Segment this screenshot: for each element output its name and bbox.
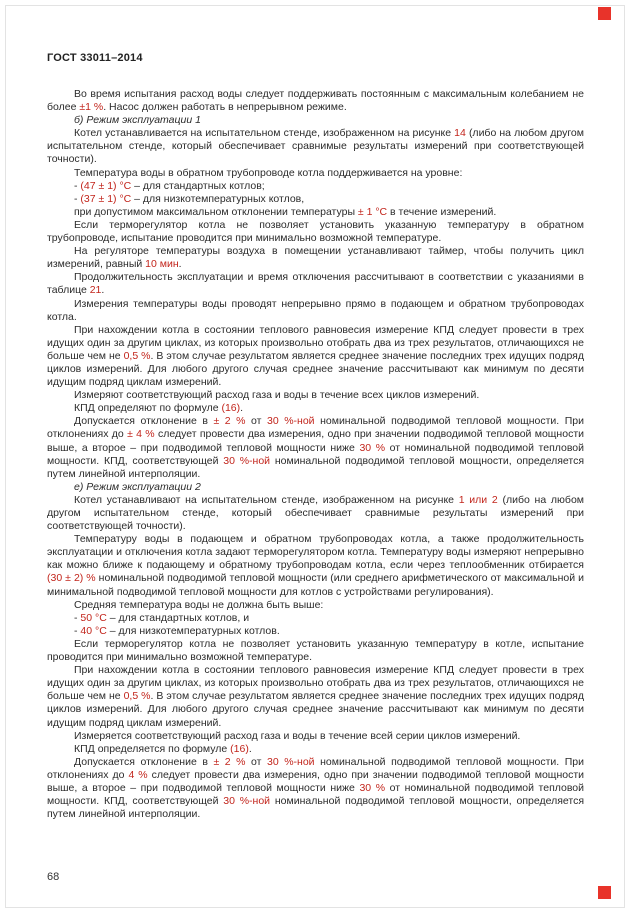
text-segment: Если терморегулятор котла не позволяет установить указанную температуру в обратном трубопроводе, испытание проводится при минимально возможной температуре. <box>47 218 584 245</box>
highlighted-text: 30 %-ной <box>223 454 271 467</box>
text-segment: – для стандартных котлов, и <box>106 611 250 624</box>
text-segment: следует провести два измерения, одно при значении подводимой тепловой мощности выше, а второе – при подводимой тепловой мощности ниже <box>47 768 584 794</box>
highlighted-text: 10 мин <box>145 258 179 271</box>
text-segment: . Насос должен работать в непрерывном режиме. <box>103 101 347 114</box>
highlighted-text: (37 ± 1) °С <box>80 192 132 205</box>
paragraph <box>47 298 584 324</box>
highlighted-text: 1 или 2 <box>458 493 498 506</box>
highlighted-text: 21 <box>89 284 102 297</box>
document-header: ГОСТ 33011–2014 <box>47 52 143 64</box>
paragraph <box>47 730 584 743</box>
text-segment: Средняя температура воды не должна быть выше: <box>74 598 324 611</box>
text-segment: Во время испытания расход воды следует поддерживать постоянным с максимальным колебанием не более <box>47 88 584 114</box>
red-marker-bottom-icon <box>598 886 611 899</box>
text-segment: - <box>74 179 81 192</box>
paragraph <box>47 625 584 638</box>
text-segment: . В этом случае результатом является среднее значение последних трех идущих подряд циклов измерений. Для любого другого случая среднее значение рассчитывают как минимум по десяти идущим подряд циклам измерений. <box>47 690 584 729</box>
text-segment: при допустимом максимальном отклонении температуры <box>74 205 358 218</box>
text-segment: (либо на любом другом испытательном стенде, который обеспечивает сравнимые результаты измерений при соответствующей точности). <box>47 127 584 166</box>
paragraph <box>47 219 584 245</box>
text-segment: . В этом случае результатом является среднее значение последних трех идущих подряд циклов измерений. Для любого другого случая среднее значение рассчитывают как минимум по десяти идущим подряд циклам измерений. <box>47 349 584 389</box>
highlighted-text: 40 °С <box>80 624 107 637</box>
text-segment: – для стандартных котлов; <box>131 179 265 192</box>
text-segment: КПД определяется по формуле <box>74 742 231 755</box>
text-segment: . <box>178 258 182 271</box>
highlighted-text: 0,5 % <box>123 690 151 703</box>
text-segment: б) Режим эксплуатации 1 <box>74 114 201 127</box>
text-segment: номинальной подводимой тепловой мощности, определяется путем линейной интерполяции. <box>47 454 584 480</box>
text-segment: (либо на любом другом испытательном стенде, который обеспечивает сравнимые результаты измерений при соответствующей точности). <box>47 493 584 533</box>
paragraph <box>47 743 584 756</box>
paragraph <box>47 180 584 193</box>
highlighted-text: ± 2 % <box>213 755 246 768</box>
highlighted-text: (16) <box>221 402 241 415</box>
text-segment: номинальной подводимой тепловой мощности, определяется путем линейной интерполяции. <box>47 795 584 821</box>
text-segment: Котел устанавливают на испытательном стенде, изображенном на рисунке <box>74 493 459 506</box>
text-segment: – для низкотемпературных котлов, <box>131 192 305 205</box>
text-segment: от <box>245 755 267 768</box>
text-segment: Температуру воды в подающем и обратном трубопроводах котла, а также продолжительность эксплуатации и отключения котла задают терморегулятором котла. Температуру воды измеряют непрерывно как можно ближе к подающему и обратному трубопроводам котла, если через теплообменник отбирается <box>47 533 584 572</box>
paragraph <box>47 271 584 297</box>
paragraph <box>47 402 584 415</box>
text-segment: в течение измерений. <box>387 205 497 218</box>
text-segment: . <box>248 742 252 755</box>
text-segment: номинальной подводимой тепловой мощности. При отклонениях до <box>47 755 584 781</box>
highlighted-text: 30 %-ной <box>266 755 315 768</box>
text-segment: При нахождении котла в состоянии теплового равновесия измерение КПД следует провести в трех идущих один за другим циклах, из которых произвольно отобрать два из трех результатов, отличающихся не больше чем не <box>47 323 584 362</box>
highlighted-text: 30 % <box>359 441 386 454</box>
paragraph <box>47 245 584 271</box>
text-segment: Допускается отклонение в <box>74 415 214 428</box>
text-segment: На регуляторе температуры воздуха в помещении устанавливают таймер, чтобы получить цикл измерений, равный <box>47 245 584 271</box>
text-segment: . <box>240 402 244 415</box>
text-segment: от номинальной подводимой тепловой мощности. КПД, соответствующей <box>47 781 584 808</box>
highlighted-text: (16) <box>230 742 249 755</box>
text-segment: КПД определяют по формуле <box>74 402 222 415</box>
text-segment: от номинальной подводимой тепловой мощности. КПД, соответствующей <box>47 441 584 467</box>
paragraph <box>47 389 584 402</box>
text-segment: Продолжительность эксплуатации и время отключения рассчитывают в соответствии с указаниями в таблице <box>47 271 584 297</box>
section-heading <box>47 481 584 494</box>
text-segment: Измеряется соответствующий расход газа и воды в течение всей серии циклов измерений. <box>74 729 521 742</box>
text-segment: е) Режим эксплуатации 2 <box>74 480 201 493</box>
paragraph <box>47 494 584 533</box>
highlighted-text: ± 2 % <box>213 415 246 428</box>
highlighted-text: (47 ± 1) °С <box>80 179 132 192</box>
text-segment: номинальной подводимой тепловой мощности (или среднего арифметического от максимальной и минимальной подводимой тепловой мощности для котлов с устройствами регулирования). <box>47 572 584 598</box>
text-segment: - <box>74 624 81 637</box>
highlighted-text: 14 <box>454 127 466 140</box>
paragraph <box>47 415 584 480</box>
paragraph <box>47 206 584 219</box>
text-segment: - <box>74 611 81 624</box>
page-number: 68 <box>47 871 60 883</box>
text-segment: При нахождении котла в состоянии теплового равновесия измерение КПД следует провести в трех идущих один за другим циклах, из которых произвольно отобрать два из трех результатов, отличающихся не больше чем не <box>47 664 584 703</box>
paragraph <box>47 756 584 821</box>
text-segment: Измерения температуры воды проводят непрерывно прямо в подающем и обратном трубопроводах котла. <box>47 297 584 323</box>
highlighted-text: 30 % <box>359 781 386 794</box>
paragraph <box>47 599 584 612</box>
highlighted-text: 30 %-ной <box>223 795 271 808</box>
highlighted-text: ±1 % <box>79 101 104 114</box>
text-segment: от <box>245 415 267 428</box>
text-segment: Котел устанавливается на испытательном стенде, изображенном на рисунке <box>74 127 455 140</box>
paragraph <box>47 638 584 664</box>
red-marker-top-icon <box>598 7 611 20</box>
paragraph <box>47 167 584 180</box>
paragraph <box>47 533 584 598</box>
text-segment: Температура воды в обратном трубопроводе котла поддерживается на уровне: <box>74 166 463 179</box>
highlighted-text: 50 °С <box>80 611 107 624</box>
highlighted-text: 4 % <box>128 768 148 781</box>
paragraph <box>47 193 584 206</box>
text-segment: Допускается отклонение в <box>74 755 214 768</box>
document-body <box>47 88 584 852</box>
text-segment: – для низкотемпературных котлов. <box>106 624 280 637</box>
highlighted-text: ± 4 % <box>127 428 155 441</box>
paragraph <box>47 127 584 166</box>
text-segment: . <box>101 284 105 297</box>
paragraph <box>47 88 584 114</box>
text-segment: следует провести два измерения, одно при значении подводимой тепловой мощности выше, а второе – при подводимой тепловой мощности ниже <box>47 428 584 454</box>
paragraph <box>47 612 584 625</box>
highlighted-text: (30 ± 2) % <box>47 572 96 585</box>
text-segment: - <box>74 192 81 205</box>
text-segment: Измеряют соответствующий расход газа и воды в течение всех циклов измерений. <box>74 389 480 402</box>
highlighted-text: ± 1 °С <box>357 205 388 218</box>
highlighted-text: 30 %-ной <box>266 415 315 428</box>
section-heading <box>47 114 584 127</box>
text-segment: номинальной подводимой тепловой мощности. При отклонениях до <box>47 415 584 441</box>
paragraph <box>47 324 584 389</box>
paragraph <box>47 664 584 729</box>
text-segment: Если терморегулятор котла не позволяет установить указанную температуру в котле, испытание проводится при минимально возможной температуре. <box>47 637 584 664</box>
highlighted-text: 0,5 % <box>123 349 151 362</box>
